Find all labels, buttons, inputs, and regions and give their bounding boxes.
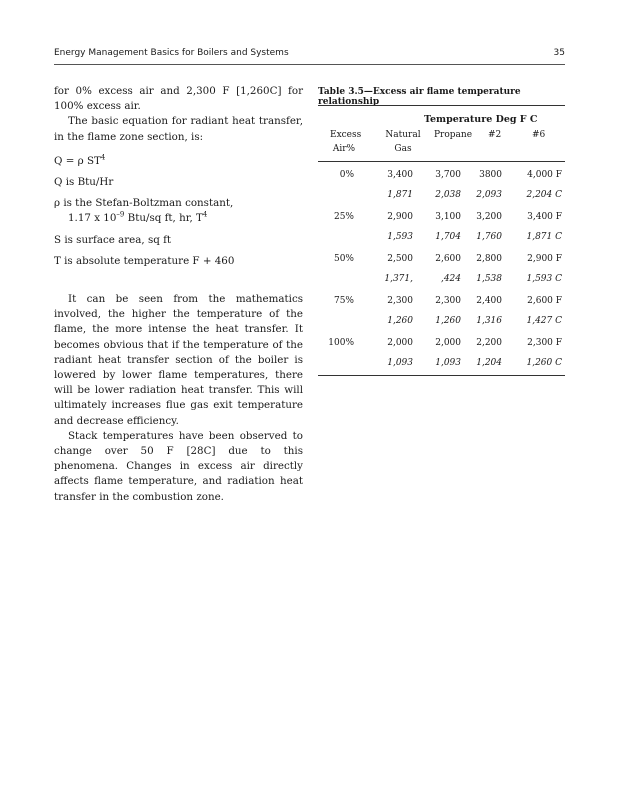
- celsius-cell: 2,038: [435, 190, 461, 200]
- definition-t: T is absolute temperature F + 460: [54, 254, 235, 267]
- header-excess-air: [330, 128, 362, 156]
- definition-s: S is surface area, sq ft: [54, 233, 172, 246]
- fahrenheit-cell: 4,000 F: [527, 170, 562, 180]
- header-natural-line2: Gas: [394, 144, 412, 154]
- fahrenheit-cell: 3,400: [387, 170, 413, 180]
- body-text-column: [54, 84, 303, 505]
- equation-exponent: 4: [100, 153, 106, 162]
- equation-text: Q = ρ ST: [54, 154, 101, 167]
- units-exponent: 4: [202, 211, 208, 219]
- excess-air-cell: 75%: [333, 296, 354, 306]
- table-top-rule: [318, 105, 565, 106]
- fahrenheit-cell: 2,300 F: [527, 338, 562, 348]
- celsius-cell: 1,704: [435, 232, 461, 242]
- celsius-cell: 1,871 C: [526, 232, 562, 242]
- celsius-cell: 1,760: [476, 232, 502, 242]
- celsius-cell: 2,093: [476, 190, 502, 200]
- table-title: Table 3.5—Excess air flame temperature relationship: [318, 87, 521, 107]
- excess-air-cell: 25%: [333, 212, 354, 222]
- fahrenheit-cell: 2,800: [476, 254, 502, 264]
- fahrenheit-cell: 3,200: [476, 212, 502, 222]
- equation-main: [54, 154, 303, 169]
- celsius-cell: 1,260: [435, 316, 461, 326]
- definition-rho-value: [54, 211, 303, 226]
- header-excess-line2: Air%: [332, 144, 356, 154]
- fahrenheit-cell: 2,300: [387, 296, 413, 306]
- header-natural-line1: Natural: [385, 130, 421, 140]
- celsius-cell: 1,093: [435, 358, 461, 368]
- table-bottom-rule: [318, 375, 565, 376]
- celsius-cell: 1,316: [476, 316, 502, 326]
- fahrenheit-cell: 2,500: [387, 254, 413, 264]
- celsius-cell: ,424: [440, 274, 461, 284]
- celsius-cell: 1,204: [476, 358, 502, 368]
- header-rule: [54, 64, 565, 65]
- celsius-cell: 1,593: [387, 232, 413, 242]
- header-natural-gas: [384, 128, 422, 156]
- table-group-header: Temperature Deg F C: [424, 114, 538, 125]
- fahrenheit-cell: 2,400: [476, 296, 502, 306]
- table-column: [318, 84, 565, 368]
- fahrenheit-cell: 3,400 F: [527, 212, 562, 222]
- fahrenheit-cell: 3,700: [435, 170, 461, 180]
- celsius-cell: 1,260 C: [526, 358, 562, 368]
- fahrenheit-cell: 2,600 F: [527, 296, 562, 306]
- paragraph-continued: for 0% excess air and 2,300 F [1,260C] for 100% excess air.: [54, 85, 303, 113]
- header-no2-oil: #2: [488, 130, 502, 140]
- paragraph-stack-temperatures: Stack temperatures have been observed to change over 50 F [28C] due to this phenomena. Changes in excess air directly affects flame temperature, and radiation heat transfer in the combustion zone.: [54, 429, 303, 503]
- celsius-cell: 1,260: [387, 316, 413, 326]
- paragraph-mathematics: It can be seen from the mathematics involved, the higher the temperature of the flame, the more intense the heat transfer. It becomes obvious that if the temperature of the radiant heat transfer section of the boiler is lowered by lower flame temperatures, there will be lower radiation heat transfer. This will ultimately increases flue gas exit temperature and decrease efficiency.: [54, 293, 303, 427]
- running-header: [54, 46, 565, 62]
- book-title: Energy Management Basics for Boilers and Systems: [54, 48, 289, 58]
- celsius-cell: 1,093: [387, 358, 413, 368]
- definition-rho: ρ is the Stefan-Boltzman constant,: [54, 197, 234, 210]
- excess-air-cell: 50%: [333, 254, 354, 264]
- header-propane: Propane: [434, 130, 473, 140]
- celsius-cell: 1,427 C: [526, 316, 562, 326]
- celsius-cell: 1,538: [476, 274, 502, 284]
- celsius-cell: 2,204 C: [526, 190, 562, 200]
- constant-mantissa: 1.17 x 10: [68, 212, 117, 225]
- header-excess-line1: Excess: [330, 130, 362, 140]
- fahrenheit-cell: 2,600: [435, 254, 461, 264]
- excess-air-cell: 0%: [339, 170, 354, 180]
- celsius-cell: 1,593 C: [526, 274, 562, 284]
- fahrenheit-cell: 2,300: [435, 296, 461, 306]
- fahrenheit-cell: 2,900: [387, 212, 413, 222]
- fahrenheit-cell: 3800: [479, 170, 502, 180]
- fahrenheit-cell: 2,900 F: [527, 254, 562, 264]
- constant-exponent: –9: [116, 211, 125, 219]
- definition-q: Q is Btu/Hr: [54, 176, 114, 189]
- celsius-cell: 1,871: [387, 190, 413, 200]
- fahrenheit-cell: 2,200: [476, 338, 502, 348]
- celsius-cell: 1,371,: [384, 274, 413, 284]
- fahrenheit-cell: 2,000: [435, 338, 461, 348]
- fahrenheit-cell: 3,100: [435, 212, 461, 222]
- fahrenheit-cell: 2,000: [387, 338, 413, 348]
- header-no6-oil: #6: [532, 130, 546, 140]
- paragraph-equation-intro: The basic equation for radiant heat transfer, in the flame zone section, is:: [54, 115, 303, 143]
- page-number: 35: [553, 48, 565, 58]
- table-header-rule: [318, 161, 565, 162]
- constant-units: Btu/sq ft, hr, T: [124, 212, 203, 225]
- excess-air-cell: 100%: [328, 338, 354, 348]
